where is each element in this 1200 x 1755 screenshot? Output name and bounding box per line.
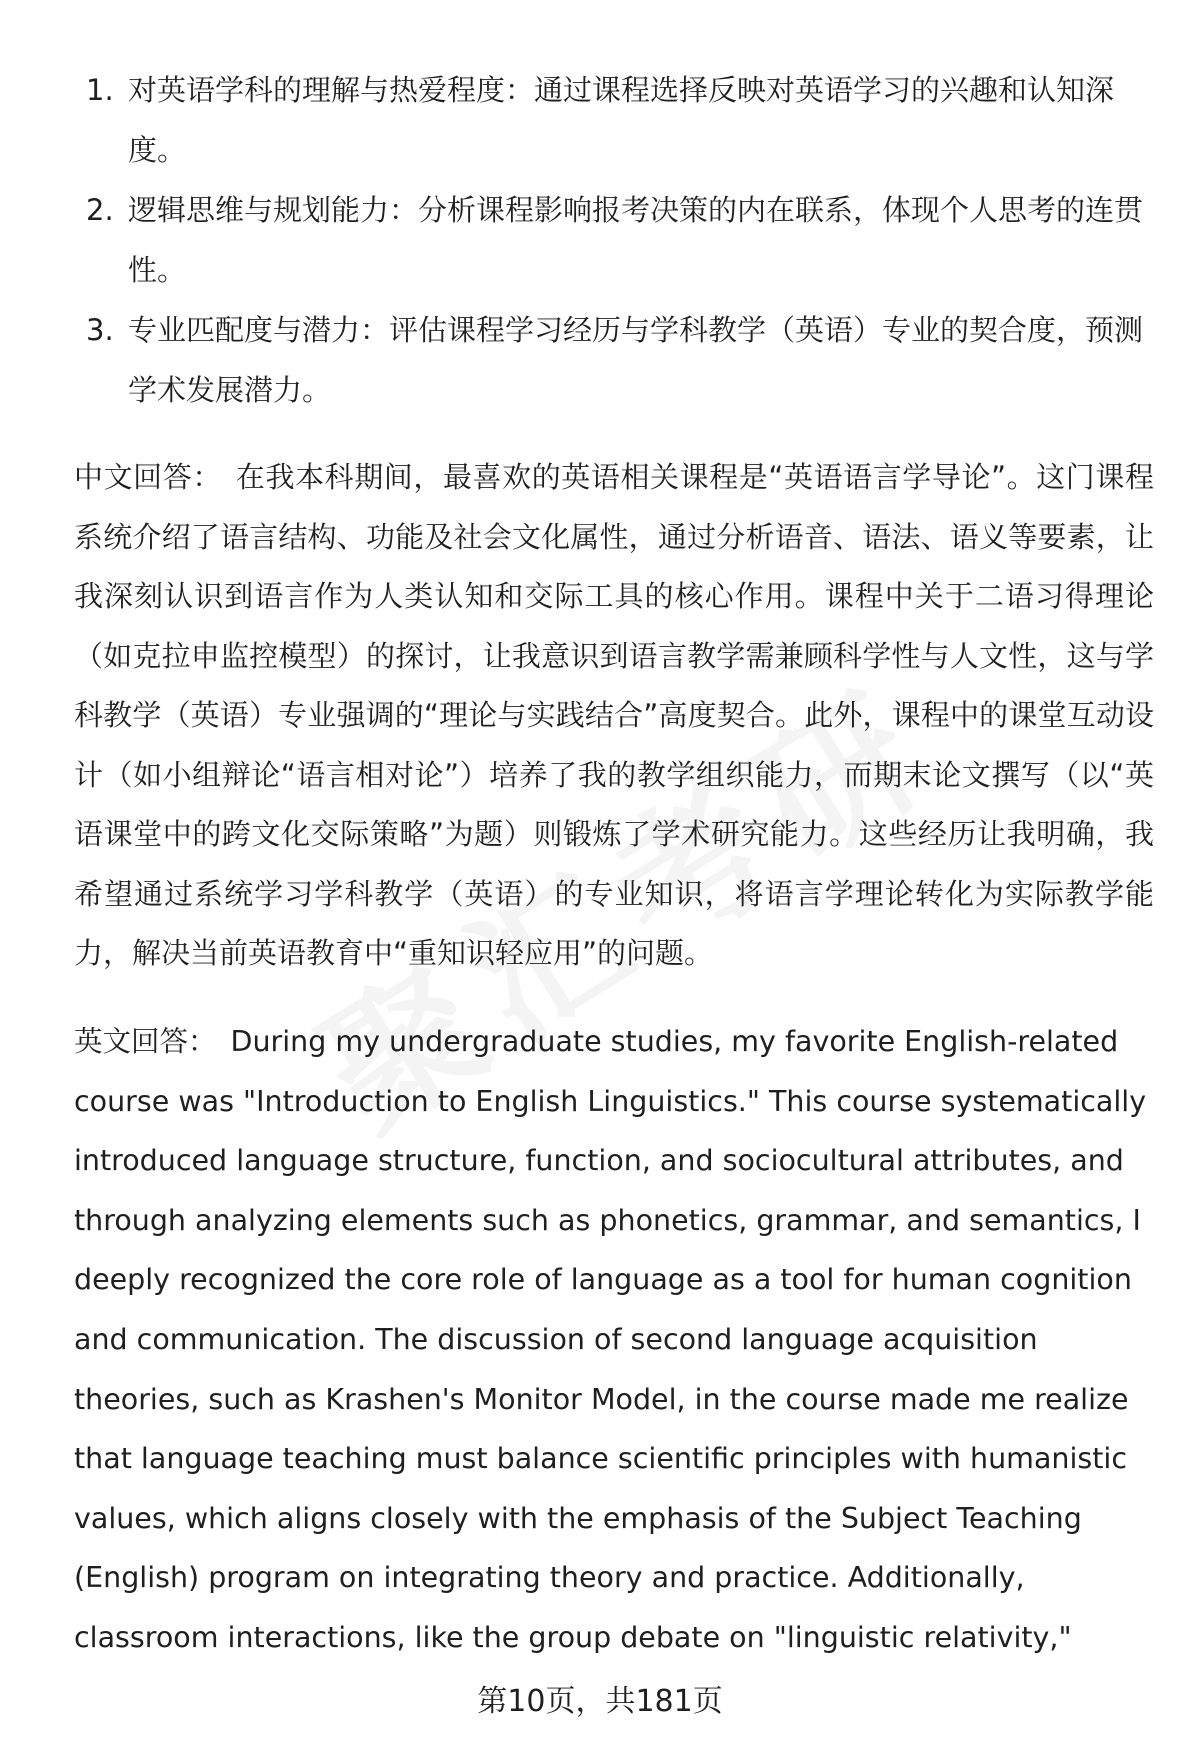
list-item-number: 3. — [86, 313, 114, 347]
list-item-text: 逻辑思维与规划能力：分析课程影响报考决策的内在联系，体现个人思考的连贯性。 — [128, 193, 1144, 287]
chinese-answer-paragraph — [74, 448, 1154, 984]
english-answer-label: 英文回答： — [74, 1025, 217, 1058]
list-item — [86, 300, 1146, 420]
list-item-number: 2. — [86, 193, 114, 227]
list-item — [86, 60, 1146, 180]
list-item-text: 对英语学科的理解与热爱程度：通过课程选择反映对英语学习的兴趣和认知深度。 — [128, 73, 1115, 167]
english-answer-paragraph — [74, 1012, 1154, 1668]
page-indicator: 第10页，共181页 — [477, 1684, 723, 1719]
english-answer-text: During my undergraduate studies, my favorite English-related course was "Introduction to English Linguistics." This course systematically introduced language structure, function, and sociocultural attributes, and through analyzing elements such as phonetics, grammar, and semantics, I deeply recognized the core role of language as a tool for human cognition and communication. The discussion of second language acquisition theories, such as Krashen's Monitor Model, in the course made me realize that language teaching must balance scientific principles with humanistic values, which aligns closely with the emphasis of the Subject Teaching (English) program on integrating theory and practice. Additionally, classroom interactions, like the group debate on "linguistic relativity," — [74, 1025, 1147, 1654]
list-item-number: 1. — [86, 73, 114, 107]
criteria-list — [86, 60, 1146, 420]
list-item — [86, 180, 1146, 300]
chinese-answer-label: 中文回答： — [74, 460, 222, 494]
list-item-text: 专业匹配度与潜力：评估课程学习经历与学科教学（英语）专业的契合度，预测学术发展潜力。 — [128, 313, 1144, 407]
chinese-answer-text: 在我本科期间，最喜欢的英语相关课程是“英语语言学导论”。这门课程系统介绍了语言结构、功能及社会文化属性，通过分析语音、语法、语义等要素，让我深刻认识到语言作为人类认知和交际工具的核心作用。课程中关于二语习得理论（如克拉申监控模型）的探讨，让我意识到语言教学需兼顾科学性与人文性，这与学科教学（英语）专业强调的“理论与实践结合”高度契合。此外，课程中的课堂互动设计（如小组辩论“语言相对论”）培养了我的教学组织能力，而期末论文撰写（以“英语课堂中的跨文化交际策略”为题）则锻炼了学术研究能力。这些经历让我明确，我希望通过系统学习学科教学（英语）的专业知识，将语言学理论转化为实际教学能力，解决当前英语教育中“重知识轻应用”的问题。 — [74, 460, 1154, 970]
